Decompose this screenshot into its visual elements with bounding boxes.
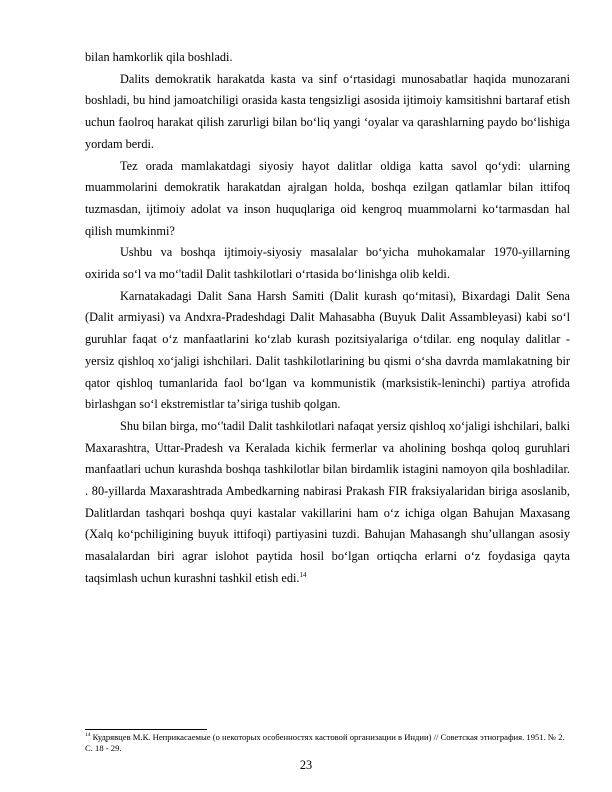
footnote-reference: 14 [299,570,307,579]
paragraph-1: bilan hamkorlik qila boshladi. [85,50,233,64]
paragraph-4: Ushbu va boshqa ijtimoiy-siyosiy masalalar bo‘yicha muhokamalar 1970-yillarning oxirida so‘l va mo‘'tadil Dalit tashkilotlari o‘rtasida bo‘linishga olib keldi. [85,245,570,282]
footnote-divider [85,729,207,730]
paragraph-5: Karnatakadagi Dalit Sana Harsh Samiti (Dalit kurash qo‘mitasi), Bixardagi Dalit Sena (Dalit armiyasi) va Andxra-Pradeshdagi Dalit Mahasabha (Buyuk Dalit Assambleyasi) kabi so‘l guruhlar faqat o‘z manfaatlarini ko‘zlab kurash pozitsiyalariga o‘tdilar. eng noqulay dalitlar - yersiz qishloq xo‘jaligi ishchilari. Dalit tashkilotlarining bu qismi o‘sha davrda mamlakatning bir qator qishloq tumanlarida faol bo‘lgan va kommunistik (marksistik-leninchi) partiya atrofida birlashgan so‘l ekstremistlar taʼsiriga tushib qolgan. [85,288,570,412]
footnote-text: Кудрявцев М.К. Неприкасаемые (о некоторых особенностях кастовой организации в Индии) // Советская этнография. 1951. № 2. С. 18 - 29. [85,732,565,753]
paragraph-3: Tez orada mamlakatdagi siyosiy hayot dalitlar oldiga katta savol qo‘ydi: ularning muammolarini demokratik harakatdan ajralgan holda, boshqa ezilgan qatlamlar bilan ittifoq tuzmasdan, ijtimoiy adolat va inson huquqlariga oid kengroq muammolarni ko‘tarmasdan hal qilish mumkinmi? [85,158,570,238]
page-body [85,47,570,590]
paragraph-6-text: Shu bilan birga, mo‘'tadil Dalit tashkilotlari nafaqat yersiz qishloq xo‘jaligi ishchilari, balki Maxarashtra, Uttar-Pradesh va Keralada kichik fermerlar va aholining boshqa qoloq guruhlari manfaatlari uchun kurashda boshqa tashkilotlar bilan birdamlik istagini namoyon qila boshladilar. . 80-yillarda Maxarashtrada Ambedkarning nabirasi Prakash FIR fraksiyalaridan biriga asoslanib, Dalitlardan tashqari boshqa quyi kastalar vakillarini ham o‘z ichiga olgan Bahujan Maxasang (Xalq ko‘pchiligining buyuk ittifoqi) partiyasini tuzdi. Bahujan Mahasangh shu’ullangan asosiy masalalardan biri agrar islohot paytida hosil bo‘lgan ortiqcha erlarni o‘z foydasiga qayta taqsimlash uchun kurashni tashkil etish edi. [85,418,570,585]
paragraph-6 [85,416,570,590]
paragraph-2: Dalits demokratik harakatda kasta va sinf o‘rtasidagi munosabatlar haqida munozarani boshladi, bu hind jamoatchiligi orasida kasta tengsizligi asosida ijtimoiy kamsitishni bartaraf etish uchun faolroq harakat qilish zarurligi bilan bo‘liq yangi ‘oyalar va qarashlarning paydo bo‘lishiga yordam berdi. [85,71,570,151]
page-number: 23 [299,758,313,772]
footnote-number: 14 [85,732,91,739]
footnote [85,732,570,753]
